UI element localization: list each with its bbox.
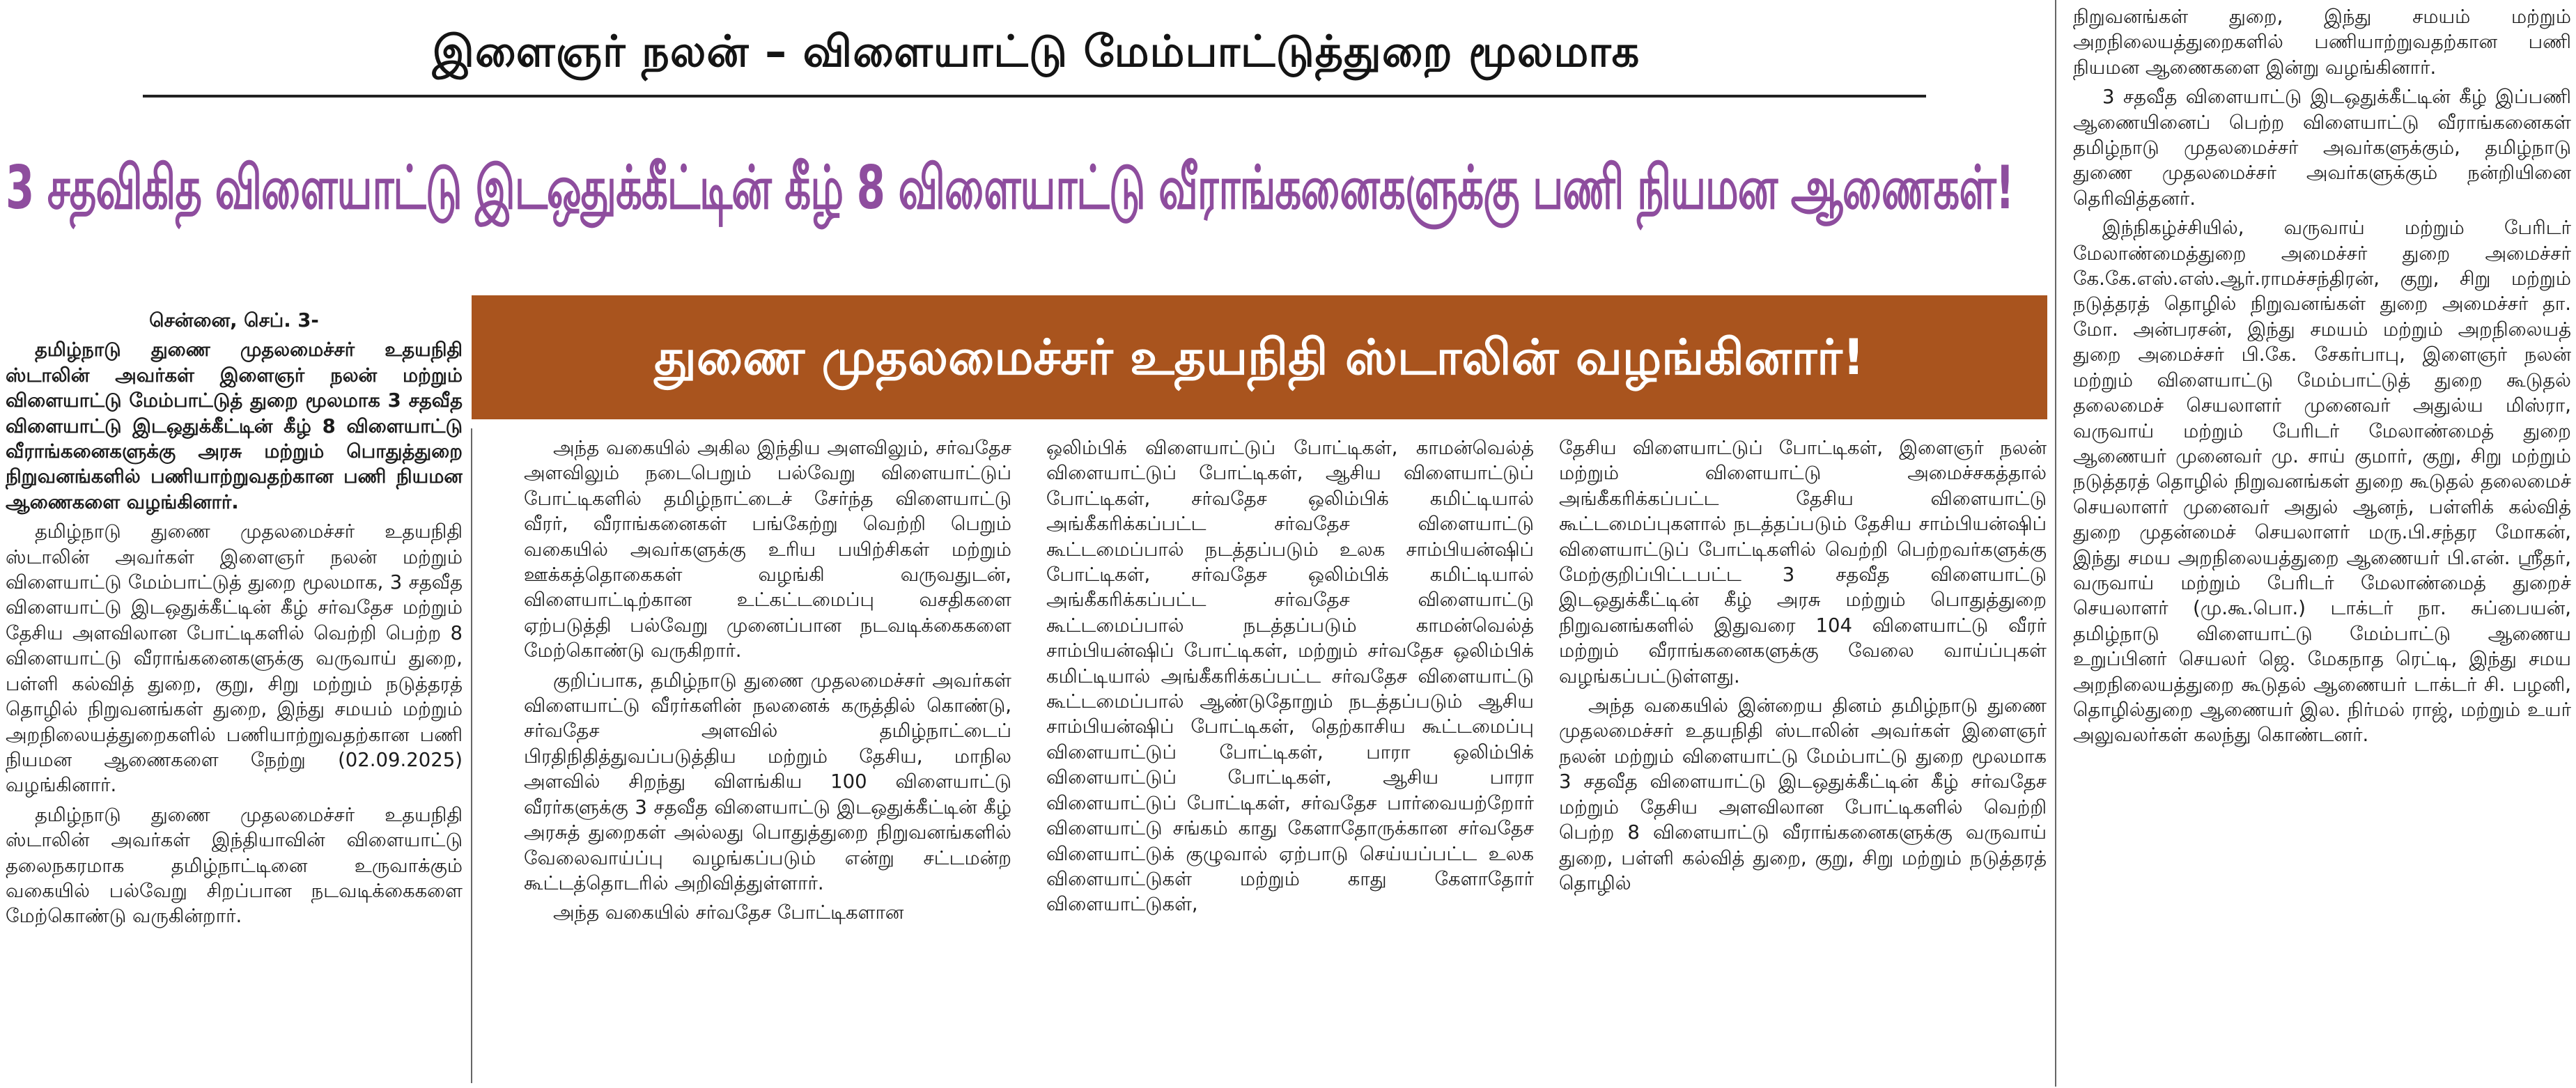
body-paragraph: அந்த வகையில் சர்வதேச போட்டிகளான <box>553 901 904 924</box>
dateline: சென்னை, செப். 3- <box>149 309 319 332</box>
body-paragraph: அந்த வகையில் இன்றைய தினம் தமிழ்நாடு துணை முதலமைச்சர் உதயநிதி ஸ்டாலின் அவர்கள் இளைஞர் நலன் மற்றும் விளையாட்டு மேம்பாட்டு துறை மூலமாக 3 சதவீத விளையாட்டு இடஒதுக்கீட்டின் கீழ் சர்வதேச மற்றும் தேசிய அளவிலான போட்டிகளில் வெற்றி பெற்ற 8 விளையாட்டு வீராங்கனைகளுக்கு வருவாய் துறை, பள்ளி கல்வித் துறை, குறு, சிறு மற்றும் நடுத்தரத் தொழில் <box>1559 694 2047 894</box>
article-headline: 3 சதவிகித விளையாட்டு இடஒதுக்கீட்டின் கீழ் 8 விளையாட்டு வீராங்கனைகளுக்கு பணி நியமன ஆணைகள்! <box>6 153 2014 223</box>
body-paragraph: தமிழ்நாடு துணை முதலமைச்சர் உதயநிதி ஸ்டாலின் அவர்கள் இளைஞர் நலன் மற்றும் விளையாட்டு மேம்பாட்டுத் துறை மூலமாக, 3 சதவீத விளையாட்டு இடஒதுக்கீட்டின் கீழ் சர்வதேச மற்றும் தேசிய அளவிலான போட்டிகளில் வெற்றி பெற்ற 8 விளையாட்டு வீராங்கனைகளுக்கு வருவாய் துறை, பள்ளி கல்வித் துறை, குறு, சிறு மற்றும் நடுத்தரத் தொழில் நிறுவனங்கள் துறை, இந்து சமயம் மற்றும் அறநிலையத்துறைகளில் பணியாற்றுவதற்கான பணி நியமன ஆணைகளை நேற்று (02.09.2025) வழங்கினார். <box>6 520 463 797</box>
column-divider <box>2055 0 2056 1087</box>
article-subhead-banner: துணை முதலமைச்சர் உதயநிதி ஸ்டாலின் வழங்கினார்! <box>472 295 2047 419</box>
body-paragraph: குறிப்பாக, தமிழ்நாடு துணை முதலமைச்சர் அவர்கள் விளையாட்டு வீரர்களின் நலனைக் கருத்தில் கொண்டு, சர்வதேச அளவில் தமிழ்நாட்டைப் பிரதிநிதித்துவப்படுத்திய மற்றும் தேசிய, மாநில அளவில் சிறந்து விளங்கிய 100 விளையாட்டு வீரர்களுக்கு 3 சதவீத விளையாட்டு இடஒதுக்கீட்டின் கீழ் அரசுத் துறைகள் அல்லது பொதுத்துறை நிறுவனங்களில் வேலைவாய்ப்பு வழங்கப்படும் என்று சட்டமன்ற கூட்டத்தொடரில் அறிவித்துள்ளார். <box>524 669 1011 894</box>
body-paragraph: இந்நிகழ்ச்சியில், வருவாய் மற்றும் பேரிடர் மேலாண்மைத்துறை அமைச்சர் துறை அமைச்சர் கே.கே.எஸ்.எஸ்.ஆர்.ராமச்சந்திரன், குறு, சிறு மற்றும் நடுத்தரத் தொழில் நிறுவனங்கள் துறை அமைச்சர் தா. மோ. அன்பரசன், இந்து சமயம் மற்றும் அறநிலையத் துறை அமைச்சர் பி.கே. சேகர்பாபு, இளைஞர் நலன் மற்றும் விளையாட்டு மேம்பாட்டுத் துறை கூடுதல் தலைமைச் செயலாளர் முனைவர் அதுல்ய மிஸ்ரா, வருவாய் மற்றும் பேரிடர் மேலாண்மைத் துறை ஆணையர் முனைவர் மு. சாய் குமார், குறு, சிறு மற்றும் நடுத்தரத் தொழில் நிறுவனங்கள் துறை கூடுதல் தலைமைச் செயலாளர் முனைவர் அதுல் ஆனந், பள்ளிக் கல்வித் துறை முதன்மைச் செயலாளர் மரு.பி.சந்தர மோகன், இந்து சமய அறநிலையத்துறை ஆணையர் பி.என். ஸ்ரீதர், வருவாய் மற்றும் பேரிடர் மேலாண்மைத் துறைச் செயலாளர் (மு.கூ.பொ.) டாக்டர் நா. சுப்பையன், தமிழ்நாடு விளையாட்டு மேம்பாட்டு ஆணைய உறுப்பினர் செயலர் ஜெ. மேகநாத ரெட்டி, இந்து சமய அறநிலையத்துறை கூடுதல் ஆணையர் டாக்டர் சி. பழனி, தொழில்துறை ஆணையர் இல. நிர்மல் ராஜ், மற்றும் உயர் அலுவலர்கள் கலந்து கொண்டனர். <box>2073 217 2571 747</box>
article-column-1 <box>6 308 463 1085</box>
column-divider <box>471 428 472 1083</box>
body-paragraph: தமிழ்நாடு துணை முதலமைச்சர் உதயநிதி ஸ்டாலின் அவர்கள் இந்தியாவின் விளையாட்டு தலைநகரமாக தமிழ்நாட்டினை உருவாக்கும் வகையில் பல்வேறு சிறப்பான நடவடிக்கைகளை மேற்கொண்டு வருகின்றார். <box>6 803 463 928</box>
article-column-3 <box>1046 435 1534 1085</box>
article-column-5 <box>2073 4 2571 1085</box>
body-paragraph: அந்த வகையில் அகில இந்திய அளவிலும், சர்வதேச அளவிலும் நடைபெறும் பல்வேறு விளையாட்டுப் போட்டிகளில் தமிழ்நாட்டைச் சேர்ந்த விளையாட்டு வீரர், வீராங்கனைகள் பங்கேற்று வெற்றி பெறும் வகையில் அவர்களுக்கு உரிய பயிற்சிகள் மற்றும் ஊக்கத்தொகைகள் வழங்கி வருவதுடன், விளையாட்டிற்கான உட்கட்டமைப்பு வசதிகளை ஏற்படுத்தி பல்வேறு முனைப்பான நடவடிக்கைகளை மேற்கொண்டு வருகிறார். <box>524 437 1011 662</box>
lead-paragraph: தமிழ்நாடு துணை முதலமைச்சர் உதயநிதி ஸ்டாலின் அவர்கள் இளைஞர் நலன் மற்றும் விளையாட்டு மேம்பாட்டுத் துறை மூலமாக 3 சதவீத விளையாட்டு இடஒதுக்கீட்டின் கீழ் 8 விளையாட்டு வீராங்கனைகளுக்கு அரசு மற்றும் பொதுத்துறை நிறுவனங்களில் பணியாற்றுவதற்கான பணி நியமன ஆணைகளை வழங்கினார். <box>6 339 463 513</box>
body-paragraph: தேசிய விளையாட்டுப் போட்டிகள், இளைஞர் நலன் மற்றும் விளையாட்டு அமைச்சகத்தால் அங்கீகரிக்கப்பட்ட தேசிய விளையாட்டு கூட்டமைப்புகளால் நடத்தப்படும் தேசிய சாம்பியன்ஷிப் விளையாட்டுப் போட்டிகளில் வெற்றி பெற்றவர்களுக்கு மேற்குறிப்பிட்டபட்ட 3 சதவீத விளையாட்டு இடஒதுக்கீட்டின் கீழ் அரசு மற்றும் பொதுத்துறை நிறுவனங்களில் இதுவரை 104 விளையாட்டு வீரர் மற்றும் வீராங்கனைகளுக்கு வேலை வாய்ப்புகள் வழங்கப்பட்டுள்ளது. <box>1559 437 2047 687</box>
article-kicker: இளைஞர் நலன் – விளையாட்டு மேம்பாட்டுத்துறை மூலமாக <box>432 26 1640 77</box>
article-column-2 <box>524 435 1011 1085</box>
body-paragraph: ஒலிம்பிக் விளையாட்டுப் போட்டிகள், காமன்வெல்த் விளையாட்டுப் போட்டிகள், ஆசிய விளையாட்டுப் போட்டிகள், சர்வதேச ஒலிம்பிக் கமிட்டியால் அங்கீகரிக்கப்பட்ட சர்வதேச விளையாட்டு கூட்டமைப்பால் நடத்தப்படும் உலக சாம்பியன்ஷிப் போட்டிகள், சர்வதேச ஒலிம்பிக் கமிட்டியால் அங்கீகரிக்கப்பட்ட சர்வதேச விளையாட்டு கூட்டமைப்பால் நடத்தப்படும் காமன்வெல்த் சாம்பியன்ஷிப் போட்டிகள், மற்றும் சர்வதேச ஒலிம்பிக் கமிட்டியால் அங்கீகரிக்கப்பட்ட சர்வதேச விளையாட்டு கூட்டமைப்பால் ஆண்டுதோறும் நடத்தப்படும் ஆசிய சாம்பியன்ஷிப் போட்டிகள், தெற்காசிய கூட்டமைப்பு விளையாட்டுப் போட்டிகள், பாரா ஒலிம்பிக் விளையாட்டுப் போட்டிகள், ஆசிய பாரா விளையாட்டுப் போட்டிகள், சர்வதேச பார்வையற்றோர் விளையாட்டு சங்கம் காது கேளாதோருக்கான சர்வதேச விளையாட்டுக் குழுவால் ஏற்பாடு செய்யப்பட்ட உலக விளையாட்டுகள் மற்றும் காது கேளாதோர் விளையாட்டுகள், <box>1046 437 1534 916</box>
body-paragraph: நிறுவனங்கள் துறை, இந்து சமயம் மற்றும் அறநிலையத்துறைகளில் பணியாற்றுவதற்கான பணி நியமன ஆணைகளை இன்று வழங்கினார். <box>2073 6 2571 79</box>
article-column-4 <box>1559 435 2047 1085</box>
body-paragraph: 3 சதவீத விளையாட்டு இடஒதுக்கீட்டின் கீழ் இப்பணி ஆணையினைப் பெற்ற விளையாட்டு வீராங்கனைகள் தமிழ்நாடு முதலமைச்சர் அவர்களுக்கும், தமிழ்நாடு துணை முதலமைச்சர் அவர்களுக்கும் நன்றியினை தெரிவித்தனர். <box>2073 86 2571 210</box>
